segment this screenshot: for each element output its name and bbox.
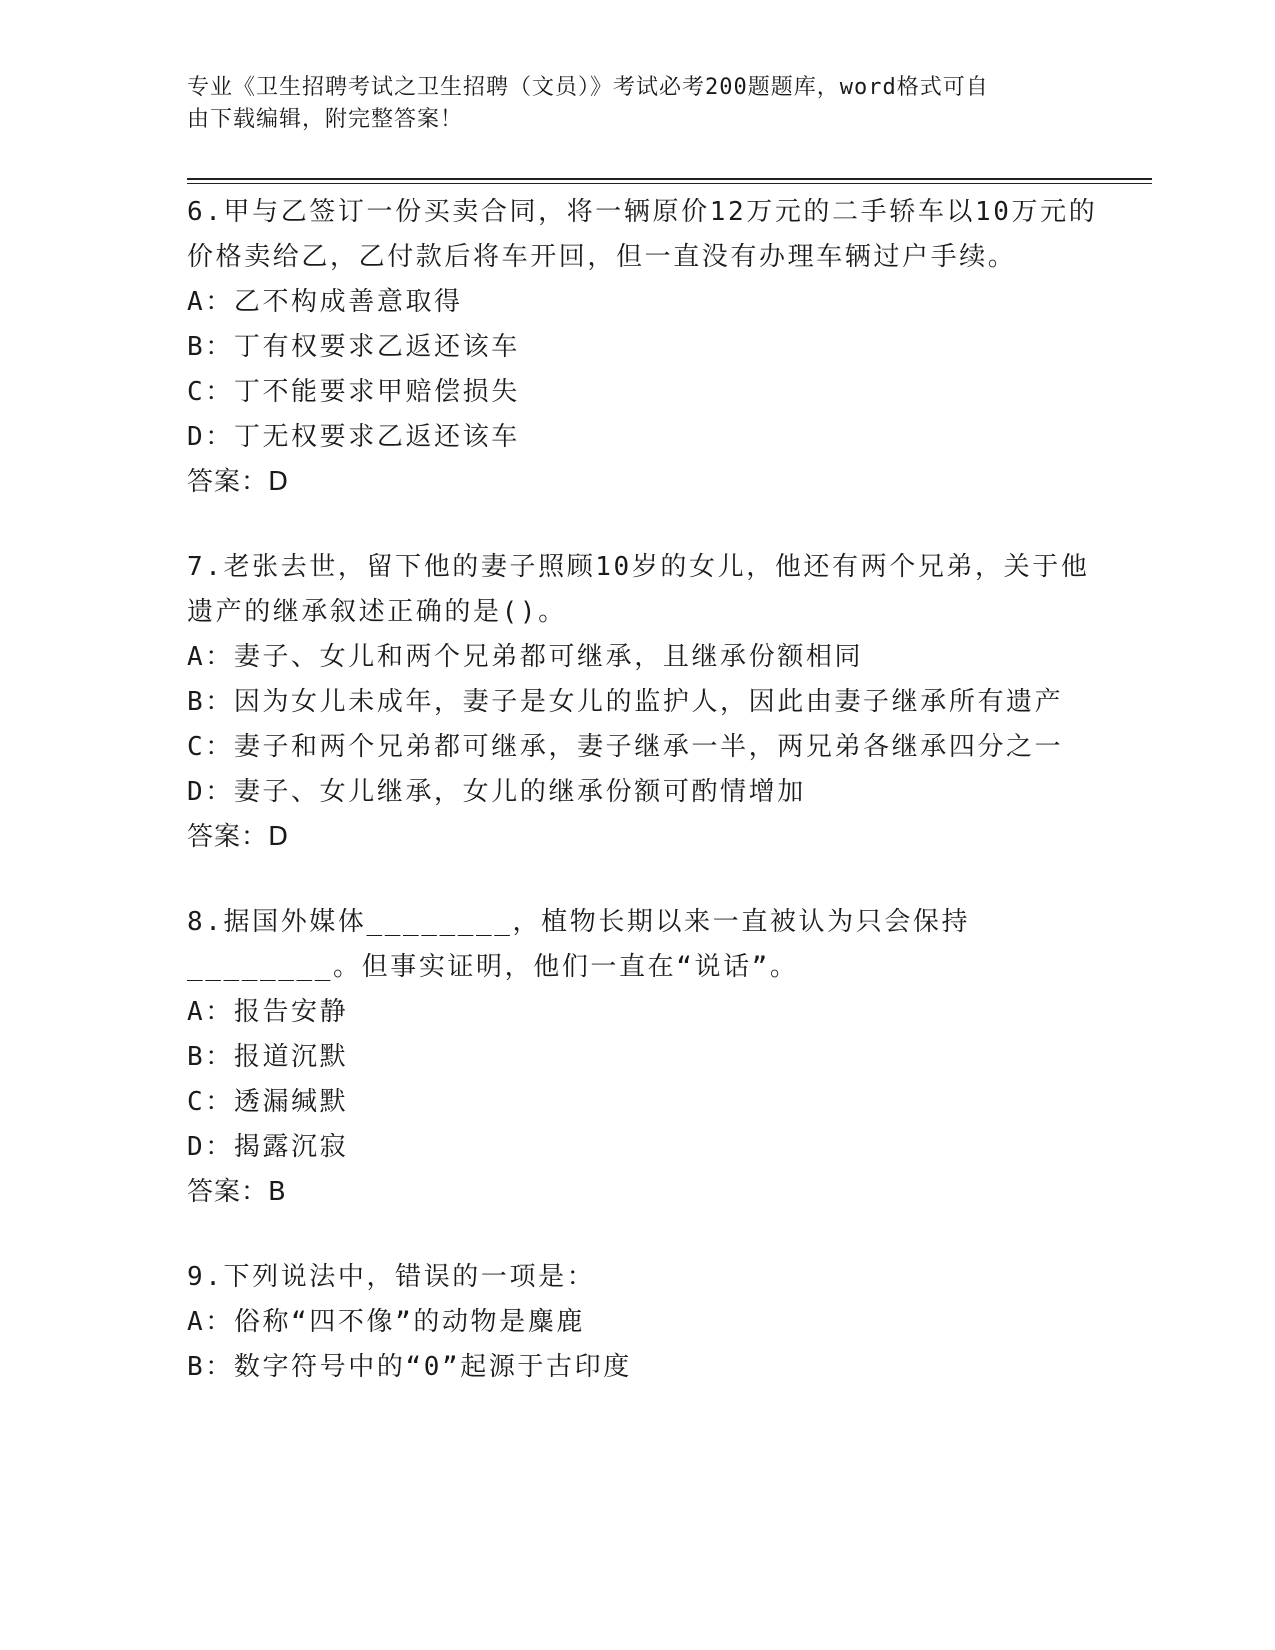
option-b: B：丁有权要求乙返还该车 — [187, 332, 520, 362]
question-9 — [187, 1255, 1117, 1390]
option-a: A：报告安静 — [187, 997, 349, 1027]
answer-label: 答案：B — [187, 1177, 287, 1207]
option-b: B：报道沉默 — [187, 1042, 349, 1072]
option-b: B：因为女儿未成年，妻子是女儿的监护人，因此由妻子继承所有遗产 — [187, 687, 1064, 717]
question-stem: 6.甲与乙签订一份买卖合同，将一辆原价12万元的二手轿车以10万元的价格卖给乙，乙付款后将车开回，但一直没有办理车辆过户手续。 — [187, 197, 1098, 272]
header-divider — [187, 178, 1152, 184]
question-7 — [187, 545, 1117, 860]
question-list — [187, 190, 1117, 1430]
divider-thin — [187, 183, 1152, 184]
option-c: C：丁不能要求甲赔偿损失 — [187, 377, 520, 407]
question-stem: 7.老张去世，留下他的妻子照顾10岁的女儿，他还有两个兄弟，关于他遗产的继承叙述正确的是()。 — [187, 552, 1090, 627]
option-c: C：透漏缄默 — [187, 1087, 349, 1117]
question-8 — [187, 900, 1117, 1215]
option-d: D：揭露沉寂 — [187, 1132, 349, 1162]
answer-label: 答案：D — [187, 467, 290, 497]
option-a: A：妻子、女儿和两个兄弟都可继承，且继承份额相同 — [187, 642, 864, 672]
header-line-2: 由下载编辑，附完整答案！ — [187, 107, 464, 132]
divider-thick — [187, 178, 1152, 180]
question-stem: 8.据国外媒体________，植物长期以来一直被认为只会保持________。但事实证明，他们一直在“说话”。 — [187, 907, 971, 982]
option-d: D：妻子、女儿继承，女儿的继承份额可酌情增加 — [187, 777, 806, 807]
question-stem: 9.下列说法中，错误的一项是： — [187, 1262, 596, 1292]
document-header — [187, 72, 1067, 136]
option-d: D：丁无权要求乙返还该车 — [187, 422, 520, 452]
option-a: A：俗称“四不像”的动物是麋鹿 — [187, 1307, 585, 1337]
option-c: C：妻子和两个兄弟都可继承，妻子继承一半，两兄弟各继承四分之一 — [187, 732, 1064, 762]
answer-label: 答案：D — [187, 822, 290, 852]
question-6 — [187, 190, 1117, 505]
option-b: B：数字符号中的“0”起源于古印度 — [187, 1352, 632, 1382]
header-line-1: 专业《卫生招聘考试之卫生招聘（文员）》考试必考200题题库，word格式可自 — [187, 75, 989, 100]
option-a: A：乙不构成善意取得 — [187, 287, 463, 317]
